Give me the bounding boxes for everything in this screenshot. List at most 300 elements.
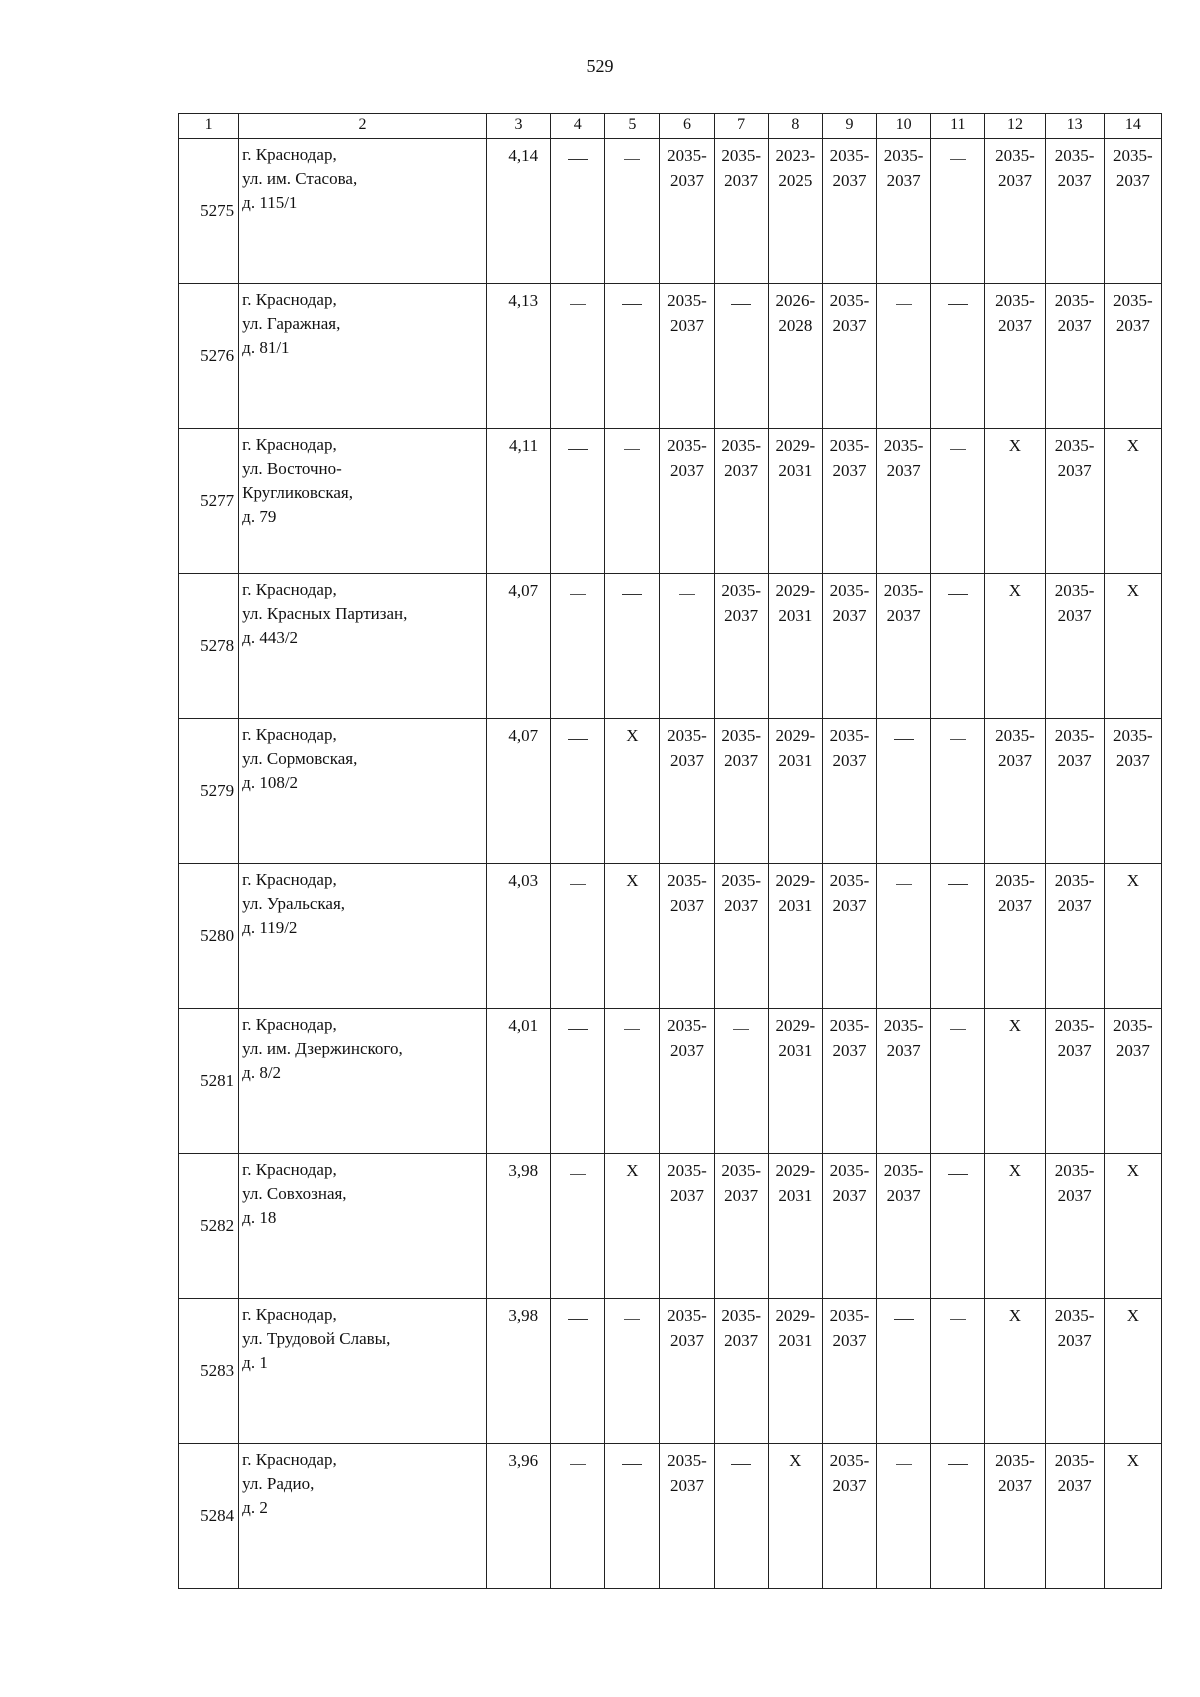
- row-number: 5281: [200, 1071, 235, 1090]
- period-end: 2037: [1057, 1331, 1092, 1350]
- empty-dash-cell: [931, 429, 985, 574]
- period-end: 2037: [1115, 316, 1150, 335]
- column-header: 13: [1045, 114, 1104, 139]
- row-number-cell: [179, 864, 239, 1009]
- address-line: г. Краснодар,: [242, 145, 337, 164]
- period-end: 2031: [778, 751, 813, 770]
- period-end: 2037: [1057, 171, 1092, 190]
- dash-mark: [570, 1464, 586, 1465]
- period-end: 2028: [778, 316, 813, 335]
- indicator-value: 4,13: [486, 284, 550, 429]
- header-row: [179, 114, 1162, 139]
- address-line: г. Краснодар,: [242, 1015, 337, 1034]
- column-header: 7: [714, 114, 768, 139]
- period-start: 2035-: [667, 291, 707, 310]
- period-start: 2026-: [775, 291, 816, 310]
- period-start: 2035-: [667, 871, 707, 890]
- period-end: 2031: [778, 606, 813, 625]
- indicator-value: 3,98: [486, 1154, 550, 1299]
- period-start: 2035-: [721, 436, 761, 455]
- empty-dash-cell: [605, 429, 660, 574]
- column-header: 1: [179, 114, 239, 139]
- empty-dash-cell: [551, 864, 605, 1009]
- row-number: 5276: [200, 346, 235, 365]
- period-start: 2035-: [995, 726, 1035, 745]
- period-cell: [822, 1154, 876, 1299]
- indicator-value: 3,96: [486, 1444, 550, 1589]
- dash-mark: [570, 1174, 586, 1175]
- period-cell: [822, 1444, 876, 1589]
- address-line: д. 108/2: [242, 773, 299, 792]
- period-cell: [714, 719, 768, 864]
- period-cell: [985, 284, 1045, 429]
- period-start: 2035-: [721, 1161, 761, 1180]
- address-line: г. Краснодар,: [242, 290, 337, 309]
- period-cell: [822, 1299, 876, 1444]
- period-start: 2029-: [775, 436, 816, 455]
- period-end: 2037: [832, 751, 867, 770]
- x-mark-cell: [985, 1299, 1045, 1444]
- dash-mark: [948, 594, 968, 595]
- table-row: [179, 864, 1162, 1009]
- period-start: 2029-: [775, 581, 816, 600]
- x-mark: Х: [1126, 1306, 1139, 1325]
- period-cell: [877, 1009, 931, 1154]
- period-cell: [822, 719, 876, 864]
- period-start: 2035-: [1054, 1451, 1095, 1470]
- row-number: 5280: [200, 926, 235, 945]
- empty-dash-cell: [877, 719, 931, 864]
- row-number-cell: [179, 1009, 239, 1154]
- empty-dash-cell: [931, 1154, 985, 1299]
- address-line: г. Краснодар,: [242, 725, 337, 744]
- period-cell: [714, 574, 768, 719]
- period-end: 2025: [778, 171, 813, 190]
- period-end: 2037: [1057, 1186, 1092, 1205]
- x-mark: Х: [1008, 1016, 1022, 1035]
- period-cell: [822, 864, 876, 1009]
- period-cell: [768, 284, 822, 429]
- row-number-cell: [179, 719, 239, 864]
- dash-mark: [950, 159, 966, 160]
- x-mark-cell: [1104, 1299, 1161, 1444]
- empty-dash-cell: [931, 1299, 985, 1444]
- period-start: 2035-: [721, 726, 761, 745]
- empty-dash-cell: [660, 574, 714, 719]
- period-end: 2037: [832, 896, 867, 915]
- period-end: 2037: [670, 461, 704, 480]
- empty-dash-cell: [551, 1154, 605, 1299]
- dash-mark: [731, 1464, 751, 1465]
- x-mark: Х: [626, 726, 639, 745]
- period-cell: [768, 864, 822, 1009]
- period-end: 2037: [832, 1186, 867, 1205]
- column-header: 9: [822, 114, 876, 139]
- row-number-cell: [179, 1154, 239, 1299]
- empty-dash-cell: [605, 1444, 660, 1589]
- dash-mark: [896, 304, 912, 305]
- column-header: 8: [768, 114, 822, 139]
- period-cell: [822, 139, 876, 284]
- period-end: 2037: [670, 896, 704, 915]
- address-line: Кругликовская,: [242, 483, 353, 502]
- empty-dash-cell: [877, 1299, 931, 1444]
- empty-dash-cell: [931, 574, 985, 719]
- period-end: 2037: [670, 1186, 704, 1205]
- row-number-cell: [179, 429, 239, 574]
- period-start: 2035-: [995, 291, 1035, 310]
- table-body: [179, 139, 1162, 1589]
- period-cell: [660, 1154, 714, 1299]
- period-start: 2035-: [995, 1451, 1035, 1470]
- period-end: 2037: [1057, 1476, 1092, 1495]
- address-line: г. Краснодар,: [242, 870, 337, 889]
- address-cell: [239, 1009, 487, 1154]
- period-start: 2035-: [1054, 146, 1095, 165]
- period-start: 2035-: [829, 1016, 870, 1035]
- table-row: [179, 1299, 1162, 1444]
- period-start: 2035-: [721, 146, 761, 165]
- period-cell: [1104, 139, 1161, 284]
- period-cell: [1045, 429, 1104, 574]
- table-row: [179, 284, 1162, 429]
- table-row: [179, 1444, 1162, 1589]
- period-start: 2035-: [1054, 581, 1095, 600]
- x-mark: Х: [1126, 581, 1139, 600]
- period-start: 2035-: [829, 146, 870, 165]
- period-start: 2035-: [995, 146, 1035, 165]
- period-start: 2035-: [829, 871, 870, 890]
- empty-dash-cell: [714, 284, 768, 429]
- period-end: 2037: [886, 1041, 921, 1060]
- dash-mark: [568, 449, 588, 450]
- dash-mark: [679, 594, 695, 595]
- period-cell: [1045, 719, 1104, 864]
- period-cell: [660, 139, 714, 284]
- address-line: д. 81/1: [242, 338, 290, 357]
- address-cell: [239, 1444, 487, 1589]
- indicator-value: 4,07: [486, 719, 550, 864]
- period-start: 2035-: [721, 1306, 761, 1325]
- address-line: ул. им. Стасова,: [242, 169, 358, 188]
- period-start: 2035-: [1113, 726, 1153, 745]
- indicator-value: 4,03: [486, 864, 550, 1009]
- period-end: 2037: [670, 1041, 704, 1060]
- table-row: [179, 429, 1162, 574]
- address-line: г. Краснодар,: [242, 435, 337, 454]
- period-end: 2037: [724, 751, 759, 770]
- address-line: д. 119/2: [242, 918, 298, 937]
- period-end: 2031: [778, 1331, 813, 1350]
- dash-mark: [570, 884, 586, 885]
- address-cell: [239, 1154, 487, 1299]
- period-start: 2035-: [883, 146, 924, 165]
- period-end: 2037: [670, 1331, 704, 1350]
- period-cell: [714, 1299, 768, 1444]
- period-cell: [822, 429, 876, 574]
- period-start: 2035-: [1054, 291, 1095, 310]
- period-start: 2035-: [1054, 871, 1095, 890]
- x-mark: Х: [1126, 1161, 1139, 1180]
- address-line: ул. Радио,: [242, 1474, 315, 1493]
- period-start: 2035-: [1054, 436, 1095, 455]
- period-start: 2035-: [883, 1161, 924, 1180]
- dash-mark: [622, 304, 642, 305]
- empty-dash-cell: [931, 1444, 985, 1589]
- period-start: 2035-: [829, 581, 870, 600]
- period-start: 2035-: [1113, 291, 1153, 310]
- period-start: 2035-: [667, 1016, 707, 1035]
- dash-mark: [948, 304, 968, 305]
- period-start: 2029-: [775, 1161, 816, 1180]
- period-start: 2029-: [775, 1016, 816, 1035]
- x-mark: Х: [626, 1161, 639, 1180]
- period-cell: [1104, 1009, 1161, 1154]
- dash-mark: [894, 1319, 914, 1320]
- period-end: 2031: [778, 896, 813, 915]
- period-start: 2035-: [883, 581, 924, 600]
- period-end: 2037: [670, 1476, 704, 1495]
- period-start: 2035-: [721, 581, 761, 600]
- period-end: 2037: [724, 1331, 759, 1350]
- address-line: г. Краснодар,: [242, 1450, 337, 1469]
- x-mark: Х: [1008, 1306, 1022, 1325]
- period-cell: [985, 719, 1045, 864]
- period-end: 2037: [832, 606, 867, 625]
- dash-mark: [733, 1029, 749, 1030]
- period-start: 2035-: [829, 1451, 870, 1470]
- table-row: [179, 574, 1162, 719]
- x-mark-cell: [1104, 1444, 1161, 1589]
- period-start: 2035-: [995, 871, 1035, 890]
- table-row: [179, 139, 1162, 284]
- dash-mark: [568, 739, 588, 740]
- period-start: 2035-: [667, 1451, 707, 1470]
- period-start: 2035-: [829, 1306, 870, 1325]
- dash-mark: [624, 449, 640, 450]
- row-number: 5282: [200, 1216, 235, 1235]
- period-start: 2035-: [1054, 1306, 1095, 1325]
- period-cell: [1045, 864, 1104, 1009]
- period-start: 2029-: [775, 1306, 816, 1325]
- x-mark-cell: [1104, 864, 1161, 1009]
- address-line: ул. Восточно-: [242, 459, 342, 478]
- period-cell: [660, 429, 714, 574]
- empty-dash-cell: [877, 1444, 931, 1589]
- row-number: 5278: [200, 636, 235, 655]
- dash-mark: [570, 304, 586, 305]
- period-cell: [768, 429, 822, 574]
- period-end: 2037: [1057, 1041, 1092, 1060]
- x-mark-cell: [1104, 574, 1161, 719]
- period-start: 2035-: [1054, 1161, 1095, 1180]
- row-number: 5283: [200, 1361, 235, 1380]
- period-cell: [1045, 284, 1104, 429]
- period-end: 2031: [778, 1186, 813, 1205]
- empty-dash-cell: [605, 139, 660, 284]
- period-cell: [877, 429, 931, 574]
- empty-dash-cell: [551, 719, 605, 864]
- x-mark-cell: [985, 1154, 1045, 1299]
- dash-mark: [948, 1464, 968, 1465]
- address-cell: [239, 139, 487, 284]
- address-line: ул. Гаражная,: [242, 314, 341, 333]
- address-line: ул. Красных Партизан,: [242, 604, 408, 623]
- address-line: г. Краснодар,: [242, 1305, 337, 1324]
- row-number-cell: [179, 1444, 239, 1589]
- x-mark-cell: [985, 1009, 1045, 1154]
- address-cell: [239, 1299, 487, 1444]
- empty-dash-cell: [605, 574, 660, 719]
- period-start: 2035-: [1054, 726, 1095, 745]
- period-start: 2035-: [667, 726, 707, 745]
- indicator-value: 4,01: [486, 1009, 550, 1154]
- period-end: 2037: [832, 171, 867, 190]
- column-header: 11: [931, 114, 985, 139]
- address-line: ул. Трудовой Славы,: [242, 1329, 391, 1348]
- period-end: 2037: [670, 171, 704, 190]
- period-start: 2035-: [721, 871, 761, 890]
- period-end: 2037: [724, 896, 759, 915]
- empty-dash-cell: [551, 574, 605, 719]
- column-header: 10: [877, 114, 931, 139]
- period-end: 2037: [724, 171, 759, 190]
- period-cell: [660, 1299, 714, 1444]
- period-end: 2037: [997, 751, 1032, 770]
- period-start: 2035-: [667, 1306, 707, 1325]
- dash-mark: [568, 1029, 588, 1030]
- row-number: 5275: [200, 201, 235, 220]
- period-end: 2037: [724, 606, 759, 625]
- period-start: 2035-: [1054, 1016, 1095, 1035]
- indicator-value: 4,07: [486, 574, 550, 719]
- address-line: ул. Совхозная,: [242, 1184, 347, 1203]
- x-mark-cell: [985, 429, 1045, 574]
- dash-mark: [624, 1029, 640, 1030]
- dash-mark: [624, 159, 640, 160]
- address-line: д. 8/2: [242, 1063, 282, 1082]
- empty-dash-cell: [877, 284, 931, 429]
- period-end: 2037: [832, 1041, 867, 1060]
- empty-dash-cell: [877, 864, 931, 1009]
- period-cell: [1045, 139, 1104, 284]
- empty-dash-cell: [931, 719, 985, 864]
- address-cell: [239, 719, 487, 864]
- column-header: 12: [985, 114, 1045, 139]
- period-start: 2035-: [829, 1161, 870, 1180]
- x-mark: Х: [1008, 436, 1022, 455]
- period-cell: [1104, 284, 1161, 429]
- period-cell: [877, 139, 931, 284]
- period-end: 2037: [724, 461, 759, 480]
- x-mark: Х: [1008, 581, 1022, 600]
- period-cell: [1045, 1154, 1104, 1299]
- x-mark: Х: [1126, 1451, 1139, 1470]
- indicator-value: 4,14: [486, 139, 550, 284]
- dash-mark: [950, 1029, 966, 1030]
- period-end: 2037: [832, 1476, 867, 1495]
- period-cell: [768, 1154, 822, 1299]
- period-start: 2029-: [775, 726, 816, 745]
- period-start: 2035-: [883, 1016, 924, 1035]
- period-cell: [768, 139, 822, 284]
- period-end: 2037: [832, 461, 867, 480]
- empty-dash-cell: [714, 1009, 768, 1154]
- address-line: г. Краснодар,: [242, 1160, 337, 1179]
- x-mark: Х: [626, 871, 639, 890]
- address-line: д. 443/2: [242, 628, 299, 647]
- x-mark: Х: [1126, 871, 1139, 890]
- period-start: 2029-: [775, 871, 816, 890]
- x-mark: Х: [1008, 1161, 1022, 1180]
- empty-dash-cell: [605, 1299, 660, 1444]
- dash-mark: [624, 1319, 640, 1320]
- period-end: 2037: [1115, 751, 1150, 770]
- period-cell: [985, 1444, 1045, 1589]
- dash-mark: [896, 884, 912, 885]
- period-end: 2037: [997, 1476, 1032, 1495]
- table-row: [179, 1009, 1162, 1154]
- period-end: 2037: [1057, 751, 1092, 770]
- period-cell: [985, 139, 1045, 284]
- empty-dash-cell: [931, 1009, 985, 1154]
- address-line: д. 2: [242, 1498, 268, 1517]
- period-end: 2037: [832, 1331, 867, 1350]
- period-cell: [1045, 574, 1104, 719]
- dash-mark: [731, 304, 751, 305]
- empty-dash-cell: [605, 1009, 660, 1154]
- address-line: ул. Уральская,: [242, 894, 346, 913]
- period-cell: [660, 1009, 714, 1154]
- x-mark-cell: [985, 574, 1045, 719]
- period-cell: [1045, 1299, 1104, 1444]
- period-end: 2037: [832, 316, 867, 335]
- period-end: 2037: [886, 606, 921, 625]
- row-number-cell: [179, 284, 239, 429]
- period-end: 2037: [997, 896, 1032, 915]
- address-cell: [239, 429, 487, 574]
- period-end: 2037: [886, 171, 921, 190]
- period-cell: [660, 284, 714, 429]
- empty-dash-cell: [605, 284, 660, 429]
- column-header: 3: [486, 114, 550, 139]
- period-cell: [1045, 1009, 1104, 1154]
- dash-mark: [568, 159, 588, 160]
- period-cell: [1104, 719, 1161, 864]
- indicator-value: 4,11: [486, 429, 550, 574]
- empty-dash-cell: [931, 139, 985, 284]
- period-cell: [714, 139, 768, 284]
- empty-dash-cell: [551, 1009, 605, 1154]
- row-number: 5284: [200, 1506, 235, 1525]
- address-line: д. 18: [242, 1208, 277, 1227]
- empty-dash-cell: [551, 1444, 605, 1589]
- period-end: 2031: [778, 1041, 813, 1060]
- column-header: 6: [660, 114, 714, 139]
- period-cell: [768, 1009, 822, 1154]
- period-start: 2035-: [1113, 1016, 1153, 1035]
- period-end: 2037: [997, 316, 1032, 335]
- dash-mark: [948, 884, 968, 885]
- period-end: 2037: [1057, 606, 1092, 625]
- dash-mark: [896, 1464, 912, 1465]
- period-end: 2037: [670, 751, 704, 770]
- period-end: 2037: [1115, 171, 1150, 190]
- empty-dash-cell: [931, 284, 985, 429]
- address-line: г. Краснодар,: [242, 580, 337, 599]
- registry-table: [178, 113, 1162, 1589]
- address-line: ул. Сормовская,: [242, 749, 358, 768]
